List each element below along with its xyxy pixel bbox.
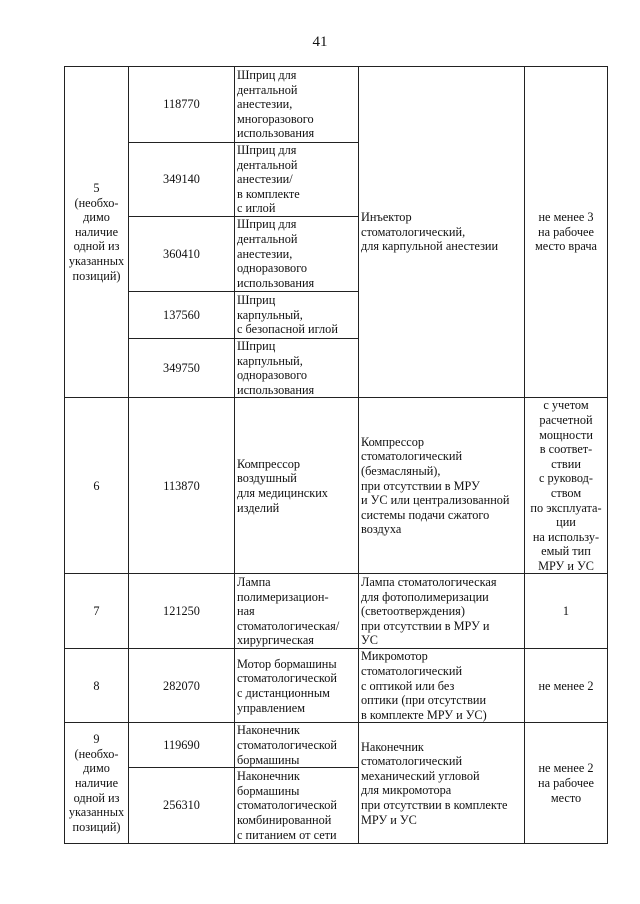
item-quantity: не менее 2 на рабочее место bbox=[525, 723, 608, 844]
item-code: 349750 bbox=[129, 338, 235, 397]
row-number: 7 bbox=[65, 574, 129, 649]
row-number: 6 bbox=[65, 398, 129, 574]
item-description: Инъектор стоматологический, для карпульной анестезии bbox=[359, 67, 525, 398]
item-description: Лампа стоматологическая для фотополимеризации (светоотверждения) при отсутствии в МРУ и УС bbox=[359, 574, 525, 649]
table-row bbox=[65, 649, 608, 723]
item-name: Компрессор воздушный для медицинских изделий bbox=[235, 398, 359, 574]
table-row bbox=[65, 723, 608, 768]
item-quantity: не менее 2 bbox=[525, 649, 608, 723]
item-quantity: не менее 3 на рабочее место врача bbox=[525, 67, 608, 398]
item-description: Наконечник стоматологический механический угловой для микромотора при отсутствии в комплекте МРУ и УС bbox=[359, 723, 525, 844]
table-row bbox=[65, 67, 608, 143]
item-name: Шприц для дентальной анестезии, многоразового использования bbox=[235, 67, 359, 143]
item-name: Шприц карпульный, с безопасной иглой bbox=[235, 291, 359, 338]
item-description: Компрессор стоматологический (безмасляный), при отсутствии в МРУ и УС или централизованной системы подачи сжатого воздуха bbox=[359, 398, 525, 574]
item-name: Шприц для дентальной анестезии, одноразового использования bbox=[235, 216, 359, 291]
table-row bbox=[65, 398, 608, 574]
item-code: 119690 bbox=[129, 723, 235, 768]
item-name: Шприц карпульный, одноразового использования bbox=[235, 338, 359, 397]
item-code: 137560 bbox=[129, 291, 235, 338]
item-name: Лампа полимеризацион- ная стоматологическая/ хирургическая bbox=[235, 574, 359, 649]
item-quantity: 1 bbox=[525, 574, 608, 649]
row-number: 9 (необхо- димо наличие одной из указанных позиций) bbox=[65, 723, 129, 844]
item-name: Мотор бормашины стоматологической с дистанционным управлением bbox=[235, 649, 359, 723]
item-code: 118770 bbox=[129, 67, 235, 143]
item-quantity: с учетом расчетной мощности в соответ- ствии с руковод- ством по эксплуата- ции на использу- емый тип МРУ и УС bbox=[525, 398, 608, 574]
item-code: 256310 bbox=[129, 768, 235, 844]
item-code: 349140 bbox=[129, 143, 235, 217]
item-name: Шприц для дентальной анестезии/ в комплекте с иглой bbox=[235, 143, 359, 217]
item-name: Наконечник бормашины стоматологической комбинированной с питанием от сети bbox=[235, 768, 359, 844]
row-number: 8 bbox=[65, 649, 129, 723]
item-code: 121250 bbox=[129, 574, 235, 649]
equipment-table bbox=[64, 66, 608, 844]
item-code: 113870 bbox=[129, 398, 235, 574]
item-code: 360410 bbox=[129, 216, 235, 291]
item-name: Наконечник стоматологической бормашины bbox=[235, 723, 359, 768]
page-number: 41 bbox=[312, 34, 328, 50]
table-row bbox=[65, 574, 608, 649]
row-number: 5 (необхо- димо наличие одной из указанных позиций) bbox=[65, 67, 129, 398]
item-code: 282070 bbox=[129, 649, 235, 723]
item-description: Микромотор стоматологический с оптикой или без оптики (при отсутствии в комплекте МРУ и УС) bbox=[359, 649, 525, 723]
